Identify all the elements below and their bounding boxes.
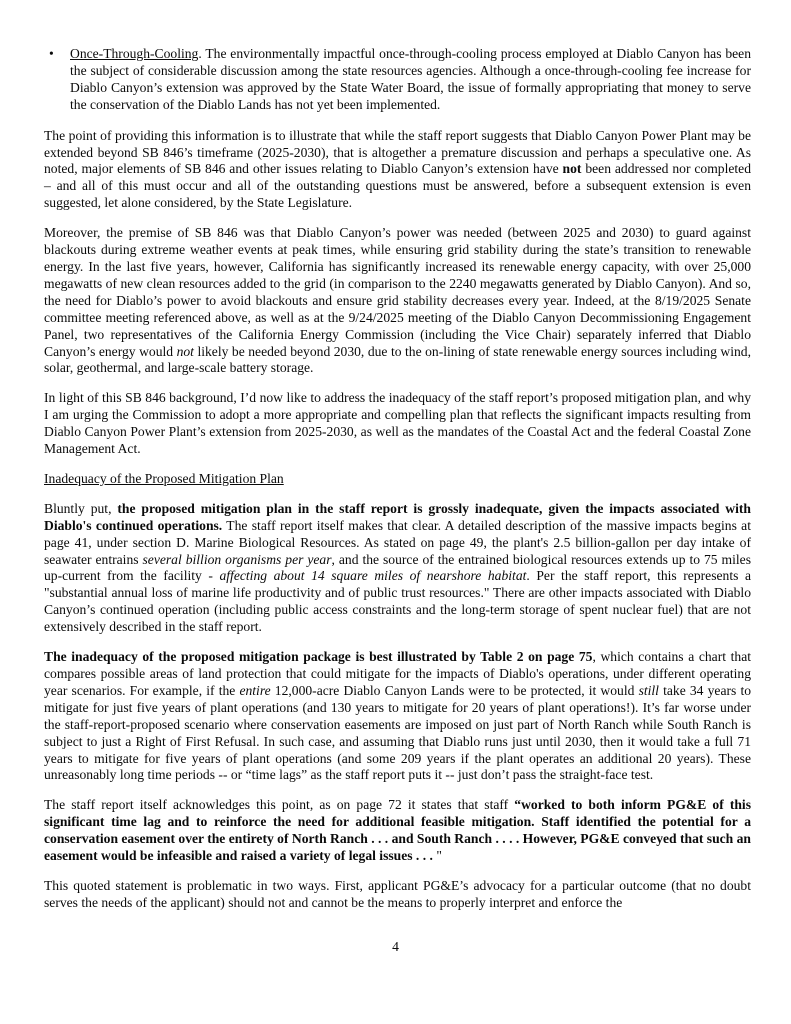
text-run: " — [436, 848, 442, 864]
text-run: affecting about 14 square miles of nearshore habitat — [219, 568, 527, 584]
text-run: , and the source of the entrained biological resources extends up to 75 miles up-current from the facility - — [44, 551, 751, 584]
text-run: the proposed mitigation plan in the staff report is grossly inadequate, given the impacts associated with Diablo's continued operations. — [44, 500, 751, 533]
text-run: still — [638, 682, 659, 698]
paragraph-staff-acknowledges — [44, 797, 751, 865]
text-run: entire — [239, 682, 271, 698]
paragraph-moreover-renewables — [44, 225, 751, 377]
text-run: In light of this SB 846 background, I’d now like to address the inadequacy of the staff report’s proposed mitigation plan, and why I am urging the Commission to adopt a more appropriate and compelling plan that reflects the significant impacts resulting from Diablo Canyon Power Plant’s extension from 2025-2030, as well as the mandates of the Coastal Act and the federal Coastal Zone Management Act. — [44, 390, 751, 457]
text-run: been addressed nor completed – and all of this must occur and all of the outstanding questions must be answered, before a subsequent extension is even suggested, let alone considered, by the State Legislature. — [44, 161, 751, 211]
page-number: 4 — [392, 939, 399, 954]
text-run: not — [176, 343, 194, 359]
text-run: This quoted statement is problematic in two ways. First, applicant PG&E’s advocacy for a particular outcome (that no doubt serves the needs of the applicant) should not and cannot be the means to properly interpret and enforce the — [44, 877, 751, 910]
section-heading-inadequacy: Inadequacy of the Proposed Mitigation Plan — [44, 470, 284, 486]
text-run: The staff report itself makes that clear. A detailed description of the massive impacts begins at page 41, under section D. Marine Biological Resources. As stated on page 49, the plant's 2.5 billion-gallon per day intake of seawater entrains — [44, 517, 751, 567]
text-run: several billion organisms per year — [142, 551, 332, 567]
paragraph-sb846-premature — [44, 128, 751, 213]
text-run: The inadequacy of the proposed mitigation package is best illustrated by Table 2 on page 75 — [44, 649, 593, 665]
text-run: take 34 years to mitigate for just five years of plant operations (and 130 years to mitigate for 20 years of plant operations!). It’s far worse under the staff-report-proposed scenario where conservation easements are imposed on just part of North Ranch while South Ranch is subject to just a Right of First Refusal. In such case, and assuming that Diablo runs just until 2030, then it would take a full 71 years to mitigate for five years of plant operations (and some 209 years if the plant operates an additional 20 years). These unreasonably long time periods -- or “time lags” as the staff report puts it -- just don’t pass the straight-face test. — [44, 682, 752, 783]
text-run: likely be needed beyond 2030, due to the on-lining of state renewable energy sources including wind, solar, geothermal, and large-scale battery storage. — [44, 343, 751, 376]
text-run: The point of providing this information is to illustrate that while the staff report suggests that Diablo Canyon Power Plant may be extended beyond SB 846’s timeframe (2025-2030), that is altogether a premature discussion and perhaps a speculative one. As noted, major elements of SB 846 and other issues relating to Diablo Canyon’s extension have — [44, 127, 751, 177]
bullet-list-item-once-through-cooling — [44, 46, 751, 114]
text-run: 12,000-acre Diablo Canyon Lands were to be protected, it would — [270, 682, 639, 698]
paragraph-in-light-of-sb846 — [44, 390, 751, 458]
text-run: Moreover, the premise of SB 846 was that Diablo Canyon’s power was needed (between 2025 and 2030) to guard against blackouts during extreme weather events at peak times, while ensuring grid stability during the state’s transition to renewable energy. In the last five years, however, California has significantly increased its renewable energy capacity, with over 25,000 megawatts of new clean resources added to the grid (in comparison to the 2240 megawatts generated by Diablo Canyon). And so, the need for Diablo’s power to avoid blackouts and ensure grid stability decreases every year. Indeed, at the 8/19/2025 Senate committee meeting referenced above, as well as at the 9/24/2025 meeting of the Diablo Canyon Decommissioning Engagement Panel, two representatives of the California Energy Commission (including the Vice Chair) separately inferred that Diablo Canyon’s energy would — [44, 225, 751, 359]
document-body — [44, 46, 751, 925]
paragraph-table2-time-lags — [44, 649, 751, 784]
text-run: , which contains a chart that compares possible areas of land protection that could mitigate for the impacts of Diablo's operations, under different operating year scenarios. For example, if the — [44, 649, 752, 698]
text-run: The staff report itself acknowledges this point, as on page 72 it states that staff — [44, 797, 515, 813]
bullet-icon: • — [49, 46, 54, 61]
paragraph-quoted-statement-problematic — [44, 878, 751, 912]
text-run: not — [562, 161, 582, 177]
text-run: Once-Through-Cooling — [70, 46, 199, 61]
text-run: “worked to both inform PG&E of this significant time lag and to reinforce the need for additional feasible mitigation. Staff identified the potential for a conservation easement over the entirety of North Ranch . . . and South Ranch . . . . However, PG&E conveyed that such an easement would be infeasible and raised a variety of legal issues . . . — [44, 797, 751, 864]
text-run: . Per the staff report, this represents a "substantial annual loss of marine life productivity and of public trust resources." There are other impacts associated with Diablo Canyon’s continued operation (including public access constraints and the long-term storage of spent nuclear fuel) that are not extensively described in the staff report. — [44, 568, 751, 635]
bullet-item-text — [70, 46, 751, 112]
text-run: . The environmentally impactful once-through-cooling process employed at Diablo Canyon has been the subject of considerable discussion among the state resources agencies. Although a once-through-cooling fee increase for Diablo Canyon’s extension was approved by the State Water Board, the issue of formally appropriating that money to serve the conservation of the Diablo Lands has not yet been implemented. — [70, 46, 751, 112]
text-run: Bluntly put, — [44, 500, 118, 516]
paragraph-bluntly-put — [44, 501, 751, 636]
